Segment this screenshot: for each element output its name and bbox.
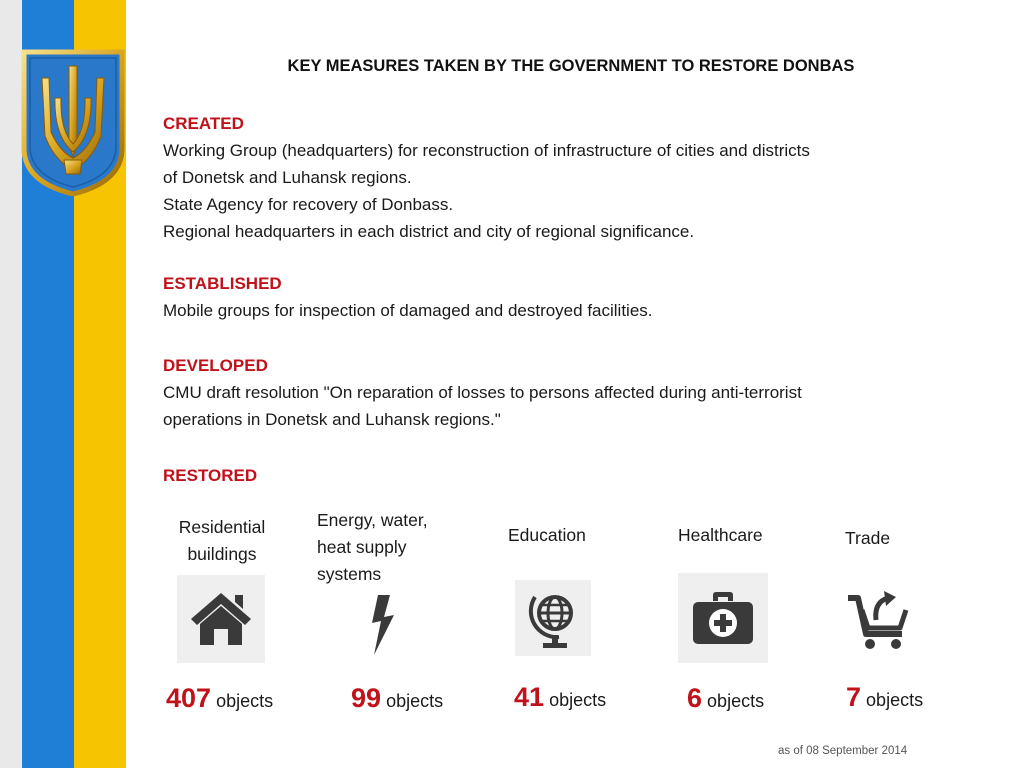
category-label-line: heat supply — [317, 537, 407, 557]
first-aid-kit-icon — [691, 591, 755, 645]
count-number: 6 — [687, 683, 703, 713]
left-margin-strip — [0, 0, 22, 768]
category-label-line: Healthcare — [678, 525, 763, 545]
developed-section — [163, 353, 979, 433]
count-unit: objects — [216, 691, 274, 711]
category-label-line: Energy, water, — [317, 510, 428, 530]
established-line: Mobile groups for inspection of damaged and destroyed facilities. — [163, 301, 653, 320]
healthcare-icon-box — [678, 573, 768, 663]
count-unit: objects — [549, 690, 607, 710]
restored-heading: RESTORED — [163, 466, 258, 485]
page-title: KEY MEASURES TAKEN BY THE GOVERNMENT TO RESTORE DONBAS — [287, 57, 855, 75]
trident-emblem-icon — [20, 48, 126, 196]
education-count — [514, 682, 606, 713]
lightning-icon — [368, 593, 398, 657]
created-heading: CREATED — [163, 114, 244, 133]
count-number: 407 — [166, 683, 212, 713]
category-education-label — [508, 522, 658, 549]
healthcare-count — [687, 683, 764, 714]
category-label-line: Education — [508, 525, 586, 545]
created-line: Working Group (headquarters) for reconstruction of infrastructure of cities and districts — [163, 141, 810, 160]
count-unit: objects — [707, 691, 765, 711]
restored-section — [163, 463, 979, 489]
residential-count — [166, 683, 273, 714]
count-number: 7 — [846, 682, 862, 712]
shopping-cart-icon — [846, 590, 912, 652]
trade-icon-box — [838, 580, 920, 662]
category-label-line: Residential — [178, 517, 266, 537]
category-energy-label — [317, 507, 467, 588]
trade-count — [846, 682, 923, 713]
as-of-date: as of 08 September 2014 — [778, 745, 908, 757]
count-unit: objects — [386, 691, 444, 711]
created-section — [163, 111, 979, 245]
developed-line: CMU draft resolution "On reparation of losses to persons affected during anti-terrorist — [163, 383, 802, 402]
category-label-line: systems — [317, 564, 382, 584]
residential-icon-box — [177, 575, 265, 663]
developed-line: operations in Donetsk and Luhansk regions." — [163, 410, 501, 429]
education-icon-box — [515, 580, 591, 656]
category-residential-label — [147, 514, 297, 568]
established-section — [163, 271, 979, 324]
category-healthcare-label — [678, 522, 828, 549]
globe-icon — [525, 587, 581, 649]
category-label-line: Trade — [845, 528, 891, 548]
created-line: State Agency for recovery of Donbass. — [163, 195, 454, 214]
count-number: 99 — [351, 683, 382, 713]
created-line: Regional headquarters in each district and city of regional significance. — [163, 222, 695, 241]
established-heading: ESTABLISHED — [163, 274, 282, 293]
house-icon — [189, 591, 253, 647]
count-number: 41 — [514, 682, 545, 712]
developed-heading: DEVELOPED — [163, 356, 268, 375]
created-line: of Donetsk and Luhansk regions. — [163, 168, 412, 187]
category-label-line: buildings — [187, 544, 257, 564]
energy-count — [351, 683, 443, 714]
category-trade-label — [845, 525, 995, 552]
energy-icon-box — [340, 585, 426, 665]
count-unit: objects — [866, 690, 924, 710]
